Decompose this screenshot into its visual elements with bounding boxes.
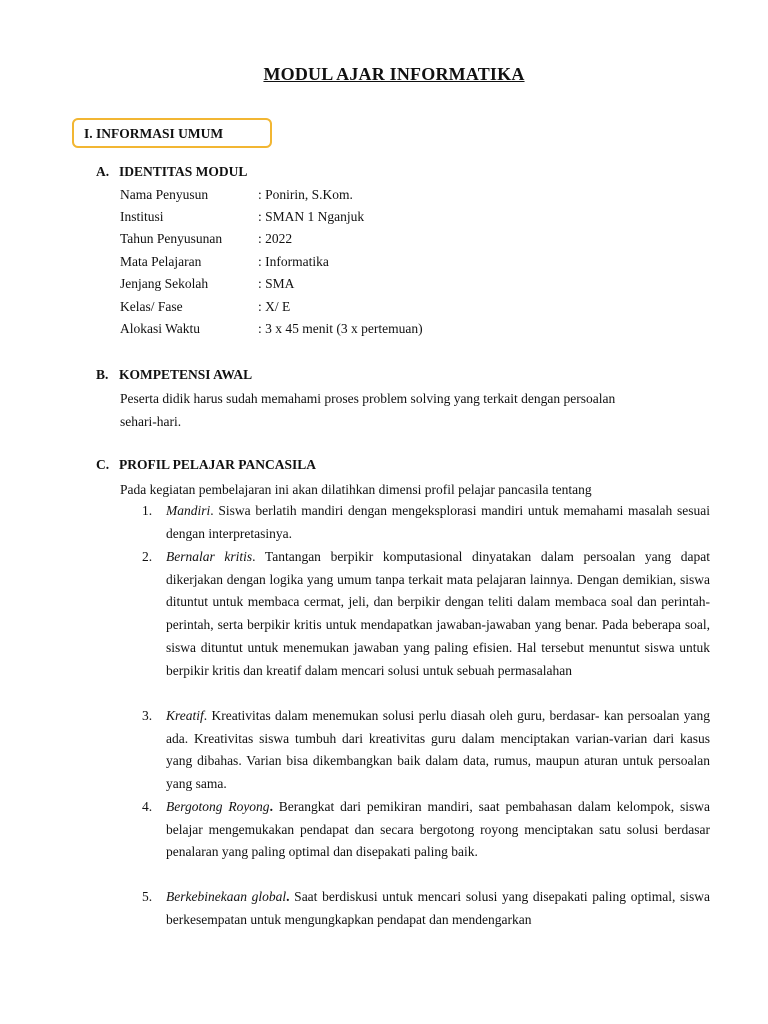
list-body: . Tantangan berpikir komputasional dinyatakan dalam persoalan yang dapat dikerjakan dengan logika yang umum tanpa terkait mata pelajaran lainnya. Dengan demikian, siswa dituntut untuk membaca cermat, jeli, dan berpikir dengan teliti dalam membaca soal dan perintah- perintah, serta berpikir kritis untuk mendapatkan jawaban-jawaban yang benar. Pada beberapa soal, siswa dituntut untuk menemukan jawaban yang paling efisien. Hal tersebut menuntut siswa untuk berpikir kritis dan kreatif dalam mencari solusi untuk sebuah permasalahan — [166, 549, 710, 678]
identitas-label: Kelas/ Fase — [120, 299, 183, 314]
list-number: 3. — [142, 708, 153, 723]
list-number: 5. — [142, 889, 153, 904]
list-term-dot: . — [286, 889, 290, 904]
identitas-label: Tahun Penyusunan — [120, 231, 223, 246]
list-text — [166, 546, 710, 682]
profil-intro: Pada kegiatan pembelajaran ini akan dilatihkan dimensi profil pelajar pancasila tentang — [120, 482, 592, 497]
list-text — [166, 705, 710, 796]
kompetensi-line-1: Peserta didik harus sudah memahami proses problem solving yang terkait dengan persoalan — [120, 391, 616, 406]
identitas-label: Nama Penyusun — [120, 187, 209, 202]
identitas-value: : SMAN 1 Nganjuk — [258, 209, 365, 224]
list-text — [166, 796, 710, 864]
identitas-label: Mata Pelajaran — [120, 254, 202, 269]
identitas-value: : 3 x 45 menit (3 x pertemuan) — [258, 321, 423, 336]
list-term-dot: . — [269, 799, 273, 814]
kompetensi-heading — [96, 367, 252, 383]
kompetensi-paragraph — [120, 387, 710, 433]
list-body: Berangkat dari pemikiran mandiri, saat pembahasan dalam kelompok, siswa belajar mengemukakan pendapat dan secara bergotong royong menciptakan satu solusi berdasar penalaran yang paling optimal dan disepakati paling baik. — [166, 799, 711, 860]
list-number: 1. — [142, 503, 153, 518]
identitas-value: : Informatika — [258, 254, 329, 269]
identitas-value: : 2022 — [258, 231, 293, 246]
profil-heading — [96, 457, 316, 473]
identitas-heading — [96, 164, 247, 180]
profil-title: PROFIL PELAJAR PANCASILA — [119, 457, 317, 472]
profil-letter: C. — [96, 457, 110, 472]
list-body: . Kreativitas dalam menemukan solusi perlu diasah oleh guru, berdasar- kan persoalan yang ada. Kreativitas siswa tumbuh dari kreativitas guru dalam menciptakan varian-varian dari kasus yang dibahas. Varian bisa dikembangkan baik dalam data, rumus, maupun aturan untuk persoalan yang sama. — [166, 708, 710, 792]
kompetensi-line-2: sehari-hari. — [120, 414, 182, 429]
identitas-value: : SMA — [258, 276, 295, 291]
kompetensi-title: KOMPETENSI AWAL — [119, 367, 253, 382]
identitas-label: Jenjang Sekolah — [120, 276, 209, 291]
list-body: . Siswa berlatih mandiri dengan mengeksplorasi mandiri untuk memahami masalah sesuai dengan interpretasinya. — [166, 503, 710, 541]
document-title: MODUL AJAR INFORMATIKA — [263, 64, 525, 84]
list-text — [166, 886, 710, 931]
list-number: 4. — [142, 799, 153, 814]
identitas-value: : X/ E — [258, 299, 291, 314]
list-body: Saat berdiskusi untuk mencari solusi yang disepakati paling optimal, siswa berkesempatan untuk mengungkapkan pendapat dan mendengarkan — [166, 889, 710, 927]
list-term: Bergotong Royong — [166, 799, 270, 814]
list-term: Bernalar kritis — [166, 549, 253, 564]
list-text — [166, 500, 710, 545]
identitas-title: IDENTITAS MODUL — [119, 164, 248, 179]
identitas-label: Alokasi Waktu — [120, 321, 201, 336]
identitas-letter: A. — [96, 164, 110, 179]
list-term: Mandiri — [166, 503, 211, 518]
list-term: Berkebinekaan global — [166, 889, 287, 904]
identitas-value: : Ponirin, S.Kom. — [258, 187, 353, 202]
identitas-label: Institusi — [120, 209, 164, 224]
section-one-box — [72, 118, 272, 148]
list-term: Kreatif — [166, 708, 204, 723]
section-one-heading: I. INFORMASI UMUM — [84, 126, 224, 141]
kompetensi-letter: B. — [96, 367, 109, 382]
list-number: 2. — [142, 549, 153, 564]
